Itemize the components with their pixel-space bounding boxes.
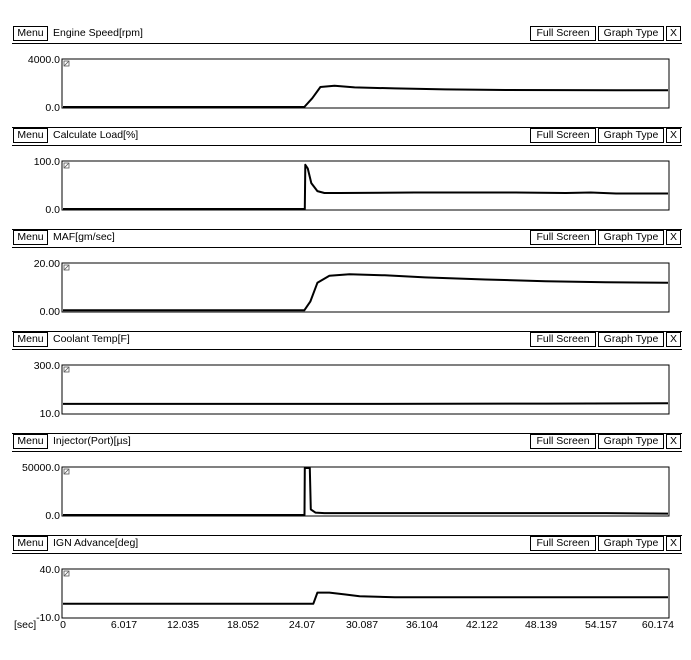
- full-screen-button[interactable]: Full Screen: [530, 332, 596, 347]
- panel-header: [12, 230, 682, 245]
- full-screen-button[interactable]: Full Screen: [530, 536, 596, 551]
- y-max-label: 4000.0: [27, 54, 60, 66]
- graph-type-button[interactable]: Graph Type: [598, 26, 664, 41]
- graph-panel-coolant-temp: [12, 332, 682, 434]
- graph-type-button[interactable]: Graph Type: [598, 434, 664, 449]
- panel-title: Injector(Port)[µs]: [53, 435, 131, 447]
- y-max-label: 20.00: [33, 258, 60, 270]
- plot-corner-marker-slash: [65, 266, 69, 270]
- panel-header: [12, 332, 682, 347]
- x-tick-label: 48.139: [524, 619, 558, 631]
- y-min-label: 10.0: [39, 408, 60, 420]
- panel-title: Engine Speed[rpm]: [53, 27, 143, 39]
- x-tick-label: 36.104: [405, 619, 439, 631]
- full-screen-button[interactable]: Full Screen: [530, 230, 596, 245]
- chart-injector-port: [12, 452, 682, 534]
- close-button[interactable]: X: [666, 332, 681, 347]
- graph-type-button[interactable]: Graph Type: [598, 536, 664, 551]
- menu-button[interactable]: Menu: [13, 128, 48, 143]
- plot-corner-marker-slash: [65, 62, 69, 66]
- graph-panel-maf: [12, 230, 682, 332]
- series-line-engine-speed: [63, 86, 668, 107]
- plot-corner-marker-slash: [65, 164, 69, 168]
- x-tick-label: 42.122: [465, 619, 499, 631]
- panel-header: [12, 536, 682, 551]
- graph-panel-calculate-load: [12, 128, 682, 230]
- full-screen-button[interactable]: Full Screen: [530, 128, 596, 143]
- x-tick-label: 18.052: [226, 619, 260, 631]
- full-screen-button[interactable]: Full Screen: [530, 26, 596, 41]
- y-min-label: 0.0: [45, 204, 60, 216]
- graph-panel-injector-port: [12, 434, 682, 536]
- menu-button[interactable]: Menu: [13, 26, 48, 41]
- y-min-label: 0.0: [45, 102, 60, 114]
- graph-type-button[interactable]: Graph Type: [598, 128, 664, 143]
- x-tick-label: 0: [60, 619, 66, 631]
- close-button[interactable]: X: [666, 230, 681, 245]
- menu-button[interactable]: Menu: [13, 332, 48, 347]
- plot-corner-marker-slash: [65, 572, 69, 576]
- plot-frame: [62, 569, 669, 618]
- plot-frame: [62, 467, 669, 516]
- chart-coolant-temp: [12, 350, 682, 432]
- series-line-injector-port: [63, 468, 668, 515]
- close-button[interactable]: X: [666, 128, 681, 143]
- x-tick-label: 60.174: [641, 619, 674, 631]
- menu-button[interactable]: Menu: [13, 434, 48, 449]
- panel-title: IGN Advance[deg]: [53, 537, 139, 549]
- menu-button[interactable]: Menu: [13, 536, 48, 551]
- series-line-ign-advance: [63, 593, 668, 604]
- close-button[interactable]: X: [666, 536, 681, 551]
- plot-corner-marker-slash: [65, 470, 69, 474]
- series-line-calculate-load: [63, 165, 668, 209]
- y-min-label: -10.0: [36, 612, 60, 624]
- plot-frame: [62, 263, 669, 312]
- menu-button[interactable]: Menu: [13, 230, 48, 245]
- chart-engine-speed: [12, 44, 682, 126]
- x-tick-label: 54.157: [584, 619, 618, 631]
- y-min-label: 0.00: [39, 306, 60, 318]
- graph-panel-engine-speed: [12, 26, 682, 128]
- x-tick-label: 6.017: [110, 619, 138, 631]
- full-screen-button[interactable]: Full Screen: [530, 434, 596, 449]
- x-tick-label: 12.035: [166, 619, 200, 631]
- x-axis-unit-label: [sec]: [14, 619, 37, 631]
- panel-header: [12, 434, 682, 449]
- close-button[interactable]: X: [666, 434, 681, 449]
- graph-type-button[interactable]: Graph Type: [598, 332, 664, 347]
- plot-frame: [62, 59, 669, 108]
- plot-corner-marker-slash: [65, 368, 69, 372]
- x-tick-label: 24.07: [288, 619, 316, 631]
- time-axis: [0, 618, 691, 632]
- y-min-label: 0.0: [45, 510, 60, 522]
- close-button[interactable]: X: [666, 26, 681, 41]
- x-tick-label: 30.087: [345, 619, 379, 631]
- panel-title: MAF[gm/sec]: [53, 231, 115, 243]
- series-line-coolant-temp: [63, 403, 668, 404]
- y-max-label: 100.0: [33, 156, 60, 168]
- panel-title: Calculate Load[%]: [53, 129, 139, 141]
- panel-title: Coolant Temp[F]: [53, 333, 130, 345]
- plot-frame: [62, 161, 669, 210]
- y-max-label: 50000.0: [22, 462, 60, 474]
- y-max-label: 40.0: [39, 564, 60, 576]
- chart-calculate-load: [12, 146, 682, 228]
- series-line-maf: [63, 274, 668, 310]
- graph-type-button[interactable]: Graph Type: [598, 230, 664, 245]
- y-max-label: 300.0: [33, 360, 60, 372]
- chart-maf: [12, 248, 682, 330]
- plot-frame: [62, 365, 669, 414]
- panel-header: [12, 128, 682, 143]
- panel-header: [12, 26, 682, 41]
